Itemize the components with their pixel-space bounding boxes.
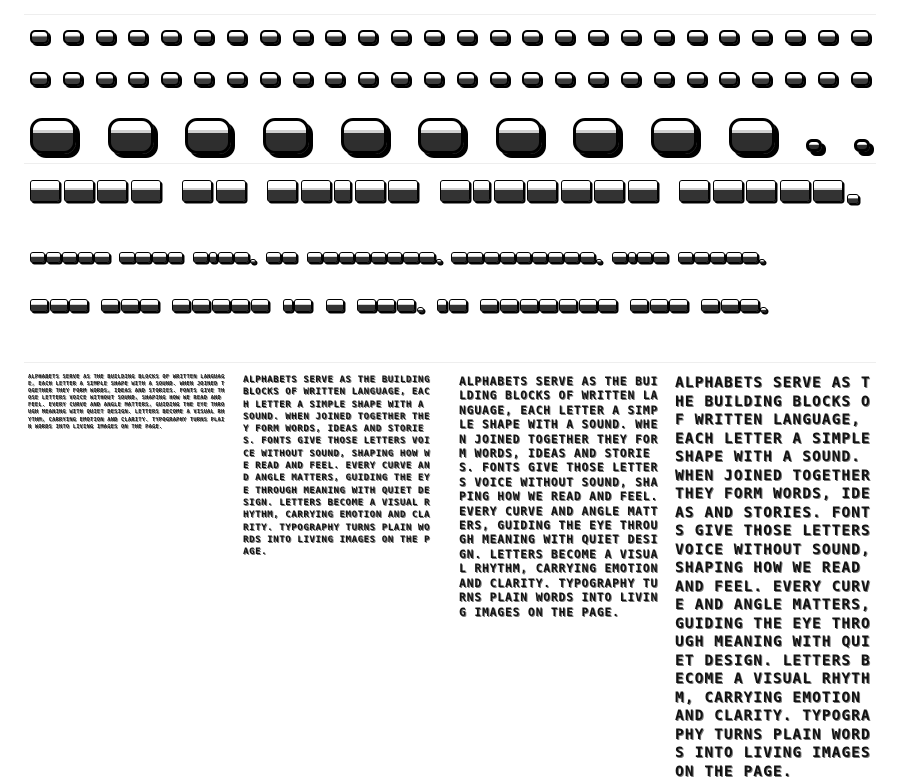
glyph xyxy=(388,180,418,202)
glyph xyxy=(630,299,648,312)
glyph xyxy=(701,299,719,312)
glyph xyxy=(612,252,627,263)
glyph xyxy=(729,118,775,154)
glyph xyxy=(69,299,87,312)
glyph xyxy=(161,72,180,86)
glyph xyxy=(494,180,524,202)
glyph xyxy=(326,299,344,312)
glyph xyxy=(301,180,331,202)
glyph xyxy=(63,30,82,44)
glyph xyxy=(97,180,127,202)
glyph xyxy=(650,299,668,312)
glyph xyxy=(108,118,154,154)
glyph xyxy=(387,252,402,263)
glyph xyxy=(424,30,443,44)
glyph xyxy=(694,252,709,263)
glyph xyxy=(564,252,579,263)
glyph xyxy=(713,180,743,202)
top-divider xyxy=(24,14,876,15)
figures-row xyxy=(30,116,870,156)
glyph xyxy=(131,180,161,202)
glyph xyxy=(653,252,668,263)
glyph xyxy=(62,252,77,263)
glyph xyxy=(746,180,776,202)
glyph xyxy=(851,72,870,86)
glyph xyxy=(654,30,673,44)
glyph xyxy=(594,180,624,202)
paragraph-text: ALPHABETS SERVE AS THE BUILDING BLOCKS OF WRITTEN LANGUAGE, EACH LETTER A SIMPLE SHAPE WITH A SOUND. WHEN JOINED TOGETHER THEY FORM WORDS, IDEAS AND STORIES. FONTS GIVE THOSE LETTERS VOICE WITHOUT SOUND, SHAPING HOW WE READ AND FEEL. EVERY CURVE AND ANGLE MATTERS, GUIDING THE EYE THROUGH MEANING WITH QUIET DESIGN. LETTERS BECOME A VISUAL RHYTHM, CARRYING EMOTION AND CLARITY. TYPOGRAPHY TURNS PLAIN WORDS INTO LIVING IMAGES ON THE PAGE. xyxy=(28,374,225,430)
specimen-sentence-1 xyxy=(30,250,872,264)
glyph xyxy=(218,252,233,263)
glyph xyxy=(490,30,509,44)
glyph xyxy=(527,180,557,202)
glyph xyxy=(687,72,706,86)
glyph xyxy=(391,30,410,44)
glyph xyxy=(467,252,482,263)
glyph xyxy=(182,180,212,202)
glyph xyxy=(282,252,297,263)
glyph xyxy=(785,72,804,86)
glyph xyxy=(260,72,279,86)
glyph xyxy=(480,299,498,312)
glyph xyxy=(496,118,542,154)
glyph xyxy=(403,252,418,263)
glyph xyxy=(813,180,843,202)
glyph xyxy=(436,259,442,264)
glyph xyxy=(437,299,447,312)
glyph xyxy=(490,72,509,86)
glyph xyxy=(520,299,538,312)
glyph xyxy=(121,299,139,312)
glyph xyxy=(293,72,312,86)
glyph xyxy=(588,72,607,86)
paragraph-size-medium xyxy=(243,374,433,636)
glyph xyxy=(818,30,837,44)
paragraph-text: ALPHABETS SERVE AS THE BUILDING BLOCKS OF WRITTEN LANGUAGE, EACH LETTER A SIMPLE SHAPE WITH A SOUND. WHEN JOINED TOGETHER THEY FORM WORDS, IDEAS AND STORIES. FONTS GIVE THOSE LETTERS VOICE WITHOUT SOUND, SHAPING HOW WE READ AND FEEL. EVERY CURVE AND ANGLE MATTERS, GUIDING THE EYE THROUGH MEANING WITH QUIET DESIGN. LETTERS BECOME A VISUAL RHYTHM, CARRYING EMOTION AND CLARITY. TYPOGRAPHY TURNS PLAIN WORDS INTO LIVING IMAGES ON THE PAGE. xyxy=(675,374,871,780)
glyph xyxy=(752,30,771,44)
glyph xyxy=(140,299,158,312)
glyph xyxy=(721,299,739,312)
glyph xyxy=(94,252,109,263)
glyph xyxy=(457,72,476,86)
paragraph-size-large xyxy=(459,374,659,636)
glyph xyxy=(588,30,607,44)
glyph xyxy=(539,299,557,312)
glyph xyxy=(726,252,741,263)
glyph xyxy=(484,252,499,263)
glyph xyxy=(283,299,293,312)
glyph xyxy=(193,252,208,263)
glyph xyxy=(397,299,415,312)
paragraph-divider xyxy=(24,362,876,363)
glyph xyxy=(251,299,269,312)
glyph xyxy=(440,180,470,202)
glyph xyxy=(30,252,45,263)
glyph xyxy=(752,72,771,86)
glyph xyxy=(651,118,697,154)
glyph xyxy=(500,299,518,312)
glyph xyxy=(152,252,167,263)
glyph xyxy=(637,252,652,263)
glyph xyxy=(293,30,312,44)
glyph xyxy=(325,30,344,44)
glyph xyxy=(307,252,322,263)
glyph xyxy=(473,180,490,202)
glyph xyxy=(260,30,279,44)
glyph xyxy=(851,30,870,44)
glyph xyxy=(847,194,859,204)
glyph xyxy=(559,299,577,312)
glyph xyxy=(212,299,230,312)
glyph xyxy=(355,252,370,263)
glyph xyxy=(357,299,375,312)
glyph xyxy=(555,30,574,44)
glyph xyxy=(710,252,725,263)
glyph xyxy=(334,180,351,202)
glyph xyxy=(424,72,443,86)
glyph xyxy=(621,30,640,44)
glyph xyxy=(628,180,658,202)
glyph xyxy=(561,180,591,202)
glyph xyxy=(46,252,61,263)
paragraph-text: ALPHABETS SERVE AS THE BUILDING BLOCKS OF WRITTEN LANGUAGE, EACH LETTER A SIMPLE SHAPE WITH A SOUND. WHEN JOINED TOGETHER THEY FORM WORDS, IDEAS AND STORIES. FONTS GIVE THOSE LETTERS VOICE WITHOUT SOUND, SHAPING HOW WE READ AND FEEL. EVERY CURVE AND ANGLE MATTERS, GUIDING THE EYE THROUGH MEANING WITH QUIET DESIGN. LETTERS BECOME A VISUAL RHYTHM, CARRYING EMOTION AND CLARITY. TYPOGRAPHY TURNS PLAIN WORDS INTO LIVING IMAGES ON THE PAGE. xyxy=(243,374,430,558)
glyph xyxy=(119,252,134,263)
glyph xyxy=(30,72,49,86)
glyph xyxy=(101,299,119,312)
glyph xyxy=(358,30,377,44)
paragraph-size-xlarge xyxy=(675,374,871,780)
glyph xyxy=(194,30,213,44)
glyph xyxy=(341,118,387,154)
glyph xyxy=(669,299,687,312)
glyph xyxy=(418,118,464,154)
glyph xyxy=(598,299,616,312)
glyph xyxy=(719,30,738,44)
glyph xyxy=(231,299,249,312)
glyph xyxy=(250,259,256,264)
glyph xyxy=(579,299,597,312)
glyph xyxy=(451,252,466,263)
glyph xyxy=(678,252,693,263)
glyph xyxy=(30,118,76,154)
glyph xyxy=(806,139,822,152)
glyph xyxy=(50,299,68,312)
glyph xyxy=(548,252,563,263)
glyph xyxy=(780,180,810,202)
glyph xyxy=(555,72,574,86)
glyph xyxy=(687,30,706,44)
glyph xyxy=(785,30,804,44)
glyph xyxy=(355,180,385,202)
glyph xyxy=(742,252,757,263)
glyph xyxy=(263,118,309,154)
glyph xyxy=(596,259,602,264)
lowercase-alphabet-row xyxy=(30,28,870,46)
glyph xyxy=(63,72,82,86)
glyph xyxy=(323,252,338,263)
glyph xyxy=(294,299,312,312)
glyph xyxy=(500,252,515,263)
glyph xyxy=(64,180,94,202)
glyph xyxy=(128,72,147,86)
glyph xyxy=(679,180,709,202)
glyph xyxy=(628,252,636,263)
glyph xyxy=(135,252,150,263)
glyph xyxy=(128,30,147,44)
glyph xyxy=(339,252,354,263)
glyph xyxy=(532,252,547,263)
glyph xyxy=(621,72,640,86)
glyph xyxy=(449,299,467,312)
glyph xyxy=(161,30,180,44)
paragraph-text: ALPHABETS SERVE AS THE BUILDING BLOCKS OF WRITTEN LANGUAGE, EACH LETTER A SIMPLE SHAPE WITH A SOUND. WHEN JOINED TOGETHER THEY FORM WORDS, IDEAS AND STORIES. FONTS GIVE THOSE LETTERS VOICE WITHOUT SOUND, SHAPING HOW WE READ AND FEEL. EVERY CURVE AND ANGLE MATTERS, GUIDING THE EYE THROUGH MEANING WITH QUIET DESIGN. LETTERS BECOME A VISUAL RHYTHM, CARRYING EMOTION AND CLARITY. TYPOGRAPHY TURNS PLAIN WORDS INTO LIVING IMAGES ON THE PAGE. xyxy=(459,374,659,619)
glyph xyxy=(417,307,424,313)
glyph xyxy=(30,299,48,312)
glyph xyxy=(740,299,758,312)
glyph xyxy=(185,118,231,154)
glyph xyxy=(371,252,386,263)
figures-divider xyxy=(24,163,876,164)
glyph xyxy=(30,30,49,44)
glyph xyxy=(325,72,344,86)
glyph xyxy=(358,72,377,86)
glyph xyxy=(719,72,738,86)
glyph xyxy=(266,252,281,263)
glyph xyxy=(818,72,837,86)
glyph xyxy=(78,252,93,263)
uppercase-alphabet-row xyxy=(30,70,870,88)
glyph xyxy=(216,180,246,202)
glyph xyxy=(194,72,213,86)
glyph xyxy=(516,252,531,263)
glyph xyxy=(96,30,115,44)
glyph xyxy=(457,30,476,44)
glyph xyxy=(377,299,395,312)
specimen-headline xyxy=(30,178,872,204)
glyph xyxy=(267,180,297,202)
glyph xyxy=(234,252,249,263)
glyph xyxy=(209,252,217,263)
glyph xyxy=(227,30,246,44)
glyph xyxy=(30,180,60,202)
glyph xyxy=(192,299,210,312)
glyph xyxy=(227,72,246,86)
glyph xyxy=(854,139,870,152)
glyph xyxy=(419,252,434,263)
paragraph-size-small xyxy=(28,374,226,584)
glyph xyxy=(96,72,115,86)
glyph xyxy=(168,252,183,263)
glyph xyxy=(580,252,595,263)
glyph xyxy=(391,72,410,86)
glyph xyxy=(172,299,190,312)
glyph xyxy=(759,259,765,264)
glyph xyxy=(654,72,673,86)
specimen-sentence-2 xyxy=(30,297,872,313)
glyph xyxy=(760,307,767,313)
glyph xyxy=(573,118,619,154)
glyph xyxy=(522,72,541,86)
glyph xyxy=(522,30,541,44)
